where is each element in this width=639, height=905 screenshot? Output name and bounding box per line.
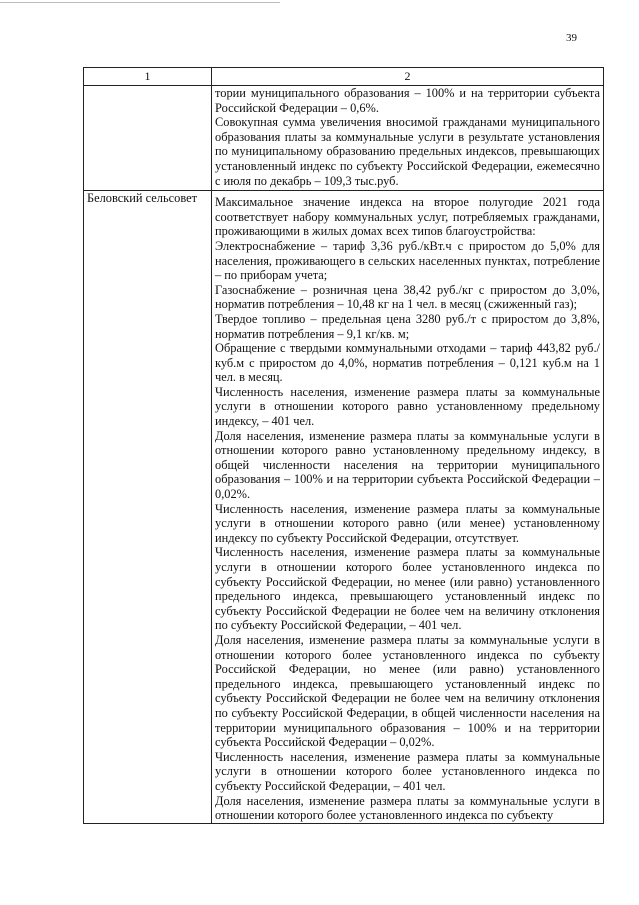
table-row <box>84 191 604 824</box>
paragraph: Совокупная сумма увеличения вносимой гражданами муниципального образования платы за коммунальные услуги в результате установления по муниципальному образованию предельных индексов, превышающих установленный индекс по субъекту Российской Федерации, ежемесячно с июля по декабрь – 109,3 тыс.руб. <box>215 115 600 188</box>
page-number: 39 <box>566 32 577 44</box>
paragraph: Электроснабжение – тариф 3,36 руб./кВт.ч с приростом до 5,0% для населения, проживающего в сельских населенных пунктах, потребление – по приборам учета; <box>215 238 600 283</box>
description-cell <box>212 191 604 824</box>
paragraph: Максимальное значение индекса на второе полугодие 2021 года соответствует набору коммунальных услуг, потребляемых гражданами, проживающими в жилых домах всех типов благоустройства: <box>215 195 600 239</box>
paragraph: Обращение с твердыми коммунальными отходами – тариф 443,82 руб./куб.м с приростом до 4,0%, норматив потребления – 0,121 куб.м на 1 чел. в месяц. <box>215 341 600 385</box>
paragraph: Численность населения, изменение размера платы за коммунальные услуги в отношении которого более установленного индекса по субъекту Российской Федерации, – 401 чел. <box>215 749 600 793</box>
table-header-row <box>84 68 604 86</box>
paragraph: Численность населения, изменение размера платы за коммунальные услуги в отношении которого более установленного индекса по субъекту Российской Федерации, но менее (или равно) установленного предельного индекса, превышающего установленный индекс по субъекту Российской Федерации не более чем на величину отклонения по субъекту Российской Федерации, – 401 чел. <box>215 545 600 633</box>
paragraph: Численность населения, изменение размера платы за коммунальные услуги в отношении которого равно (или менее) установленному индексу по субъекту Российской Федерации, отсутствует. <box>215 501 600 545</box>
paragraph: Численность населения, изменение размера платы за коммунальные услуги в отношении которого равно установленному предельному индексу, – 401 чел. <box>215 384 600 429</box>
column-header-1: 1 <box>84 68 212 86</box>
table-row <box>84 86 604 191</box>
column-header-2: 2 <box>212 68 604 86</box>
document-table <box>83 67 604 824</box>
region-cell <box>84 86 212 191</box>
paragraph: Твердое топливо – предельная цена 3280 руб./т с приростом до 3,8%, норматив потребления – 9,1 кг/кв. м; <box>215 311 600 341</box>
paragraph: Доля населения, изменение размера платы за коммунальные услуги в отношении которого более установленного индекса по субъекту Российской Федерации, но менее (или равно) установленного предельного индекса, превышающего установленный индекс по субъекту Российской Федерации не более чем на величину отклонения по субъекту Российской Федерации, в общей численности населения на территории муниципального образования – 100% и на территории субъекта Российской Федерации – 0,02%. <box>215 632 600 750</box>
paragraph: Доля населения, изменение размера платы за коммунальные услуги в отношении которого более установленного индекса по субъекту <box>215 793 600 823</box>
paragraph: Газоснабжение – розничная цена 38,42 руб./кг с приростом до 3,0%, норматив потребления – 10,48 кг на 1 чел. в месяц (сжиженный газ); <box>215 282 600 312</box>
scan-edge-line <box>0 2 280 3</box>
paragraph: Доля населения, изменение размера платы за коммунальные услуги в отношении которого равно установленному предельному индексу, в общей численности населения на территории муниципального образования – 100% и на территории субъекта Российской Федерации – 0,02%. <box>215 428 600 502</box>
paragraph: тории муниципального образования – 100% и на территории субъекта Российской Федерации – 0,6%. <box>215 86 600 115</box>
description-cell <box>212 86 604 191</box>
region-cell: Беловский сельсовет <box>84 191 212 824</box>
